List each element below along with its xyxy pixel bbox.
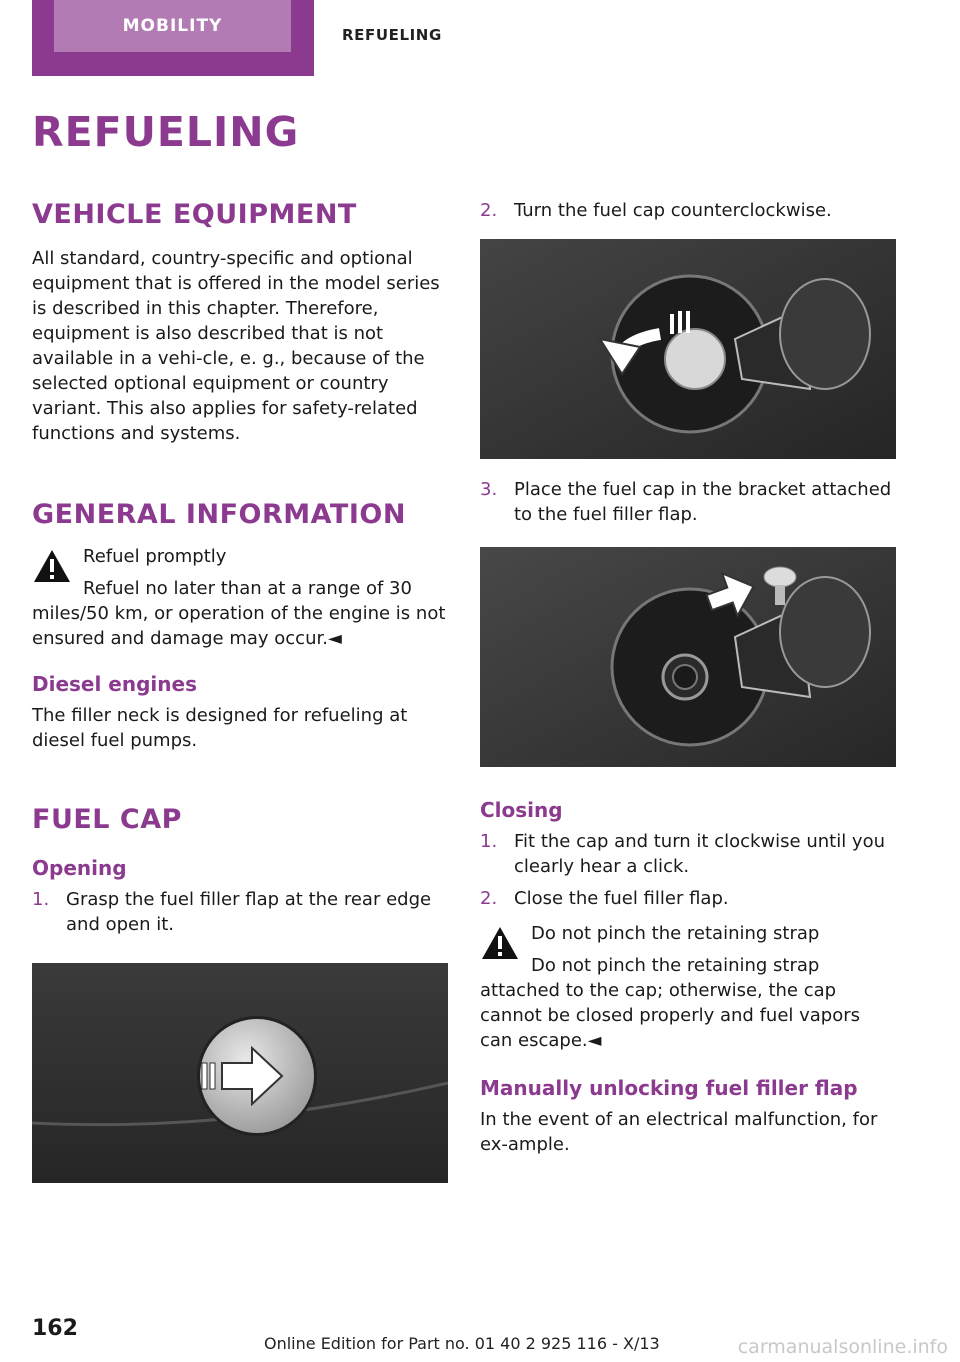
opening-heading: Opening — [32, 856, 127, 880]
refuel-warning-title: Refuel promptly — [83, 546, 227, 567]
watermark: carmanualsonline.info — [737, 1336, 948, 1358]
retaining-strap-warning — [480, 921, 896, 1053]
step-text: Close the fuel filler flap. — [514, 888, 729, 909]
list-item — [480, 477, 896, 527]
page-number: 162 — [32, 1316, 78, 1341]
step-number: 1. — [32, 889, 50, 910]
closing-heading: Closing — [480, 798, 563, 822]
diesel-engines-heading: Diesel engines — [32, 672, 197, 696]
step-number: 3. — [480, 479, 498, 500]
step-number: 2. — [480, 200, 498, 221]
step-number: 1. — [480, 831, 498, 852]
warning-icon — [32, 548, 72, 584]
breadcrumb: REFUELING — [342, 26, 442, 44]
retaining-strap-warning-title: Do not pinch the retaining strap — [531, 923, 820, 944]
chapter-tab — [32, 0, 314, 76]
list-item — [480, 829, 896, 879]
general-information-heading: GENERAL INFORMATION — [32, 499, 406, 530]
chapter-tab-label: MOBILITY — [54, 0, 291, 52]
diesel-engines-text: The filler neck is designed for refueling at diesel fuel pumps. — [32, 705, 408, 751]
manual-unlock-heading: Manually unlocking fuel filler flap — [480, 1076, 858, 1100]
step-text: Turn the fuel cap counterclockwise. — [514, 200, 832, 221]
opening-steps-1 — [32, 887, 448, 937]
fuel-cap-bracket-image — [480, 547, 896, 767]
closing-steps — [480, 829, 896, 911]
opening-steps-2 — [480, 198, 896, 223]
step-number: 2. — [480, 888, 498, 909]
list-item — [480, 198, 896, 223]
retaining-strap-warning-text: Do not pinch the retaining strap attached to the cap; otherwise, the cap cannot be closed properly and fuel vapors can escape.◄ — [480, 955, 861, 1051]
step-text: Grasp the fuel filler flap at the rear edge and open it. — [66, 889, 432, 935]
fuel-cap-turn-image — [480, 239, 896, 459]
list-item — [480, 886, 896, 911]
manual-unlock-text: In the event of an electrical malfunction, for ex-ample. — [480, 1109, 878, 1155]
fuel-cap-heading: FUEL CAP — [32, 804, 182, 835]
refuel-warning-text: Refuel no later than at a range of 30 miles/50 km, or operation of the engine is not ensured and damage may occur.◄ — [32, 578, 446, 649]
page-title: REFUELING — [32, 108, 300, 156]
fuel-flap-closed-image — [32, 963, 448, 1183]
warning-icon — [480, 925, 520, 961]
left-column — [32, 196, 448, 1183]
refuel-warning — [32, 544, 448, 651]
step-text: Place the fuel cap in the bracket attached to the fuel filler flap. — [514, 479, 892, 525]
vehicle-equipment-text: All standard, country-specific and optional equipment that is offered in the model series is described in this chapter. Therefore, equipment is also described that is not available in a vehi-cle, e. g., because of the selected optional equipment or country variant. This also applies for safety-related functions and systems. — [32, 248, 440, 444]
vehicle-equipment-heading: VEHICLE EQUIPMENT — [32, 199, 357, 230]
edition-info: Online Edition for Part no. 01 40 2 925 116 - X/13 — [264, 1334, 660, 1353]
step-text: Fit the cap and turn it clockwise until you clearly hear a click. — [514, 831, 886, 877]
right-column — [480, 196, 896, 1157]
list-item — [32, 887, 448, 937]
opening-steps-3 — [480, 477, 896, 527]
